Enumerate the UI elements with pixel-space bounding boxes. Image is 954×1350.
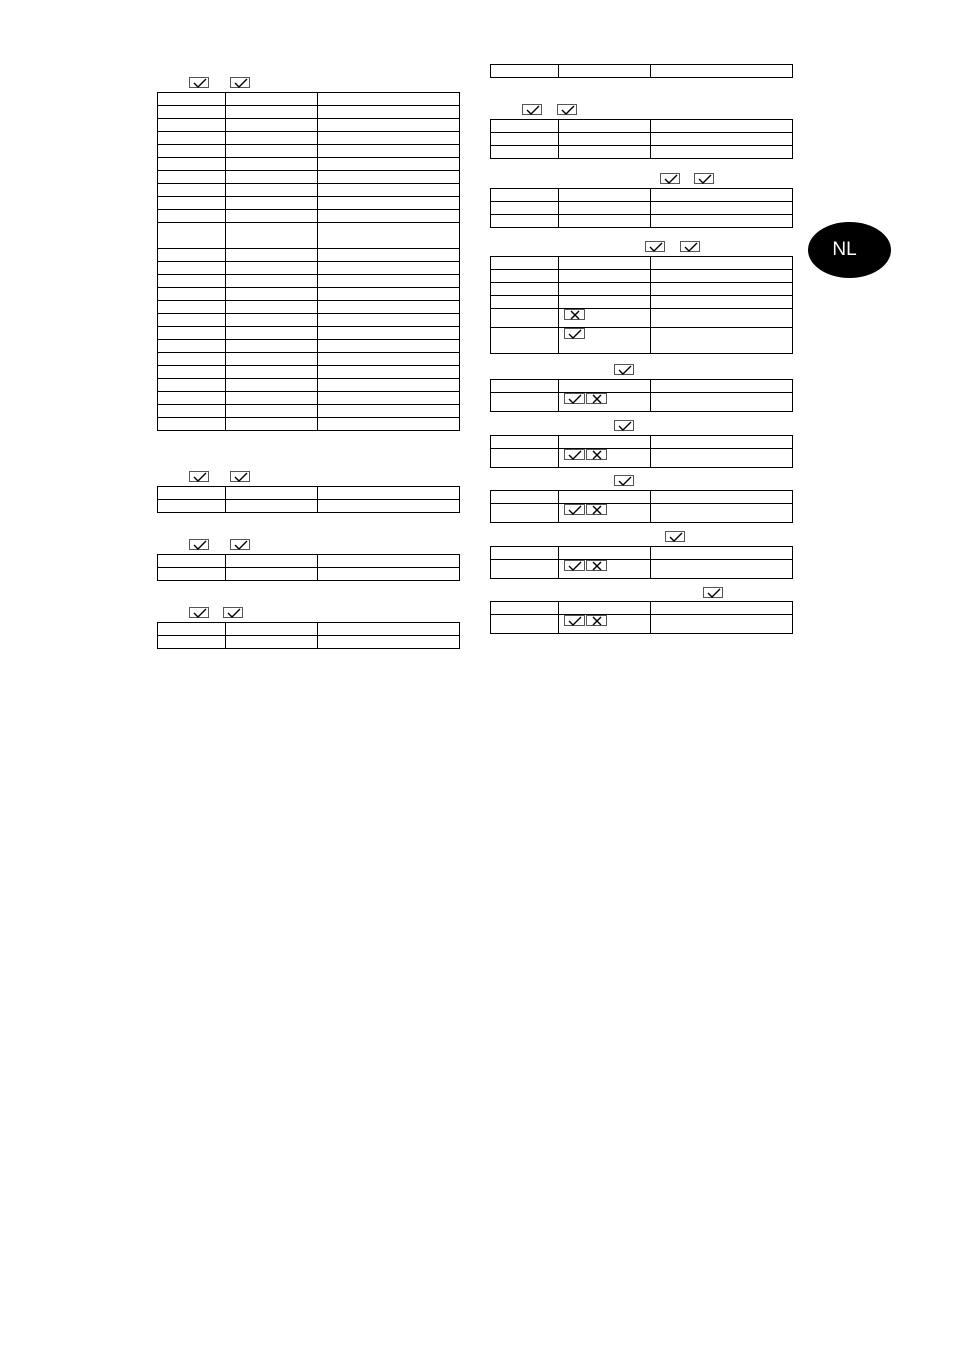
settings-table: [157, 622, 460, 649]
checkmark-icon: [564, 393, 585, 404]
table-row: [491, 215, 793, 228]
checkmark-icon: [230, 471, 250, 482]
table-row: [158, 327, 460, 340]
table-row: [491, 65, 793, 78]
table-row: [491, 491, 793, 504]
settings-table: [490, 119, 793, 159]
table-row: [158, 223, 460, 249]
checkmark-icon: [564, 504, 585, 515]
table-row: [158, 262, 460, 275]
table-row: [158, 340, 460, 353]
table-row: [491, 504, 793, 523]
table-row: [158, 623, 460, 636]
table-row: [158, 210, 460, 223]
settings-table: [490, 64, 793, 78]
table-row: [491, 189, 793, 202]
table-row: [158, 405, 460, 418]
table-row: [158, 288, 460, 301]
table-row: [158, 171, 460, 184]
settings-table: [157, 554, 460, 581]
checkmark-icon: [564, 328, 585, 339]
table-row: [491, 393, 793, 412]
table-row: [158, 500, 460, 513]
settings-table: [490, 601, 793, 634]
language-badge: [808, 222, 891, 278]
table-row: [158, 184, 460, 197]
table-row: [491, 133, 793, 146]
checkmark-icon: [189, 607, 209, 618]
table-row: [491, 283, 793, 296]
table-row: [158, 392, 460, 405]
table-row: [158, 119, 460, 132]
table-row: [491, 449, 793, 468]
cross-icon: [586, 615, 607, 626]
table-row: [491, 328, 793, 354]
table-row: [158, 158, 460, 171]
table-row: [158, 314, 460, 327]
table-row: [158, 93, 460, 106]
settings-table: [490, 379, 793, 412]
cross-icon: [586, 504, 607, 515]
checkmark-icon: [660, 173, 680, 184]
table-row: [158, 418, 460, 431]
table-row: [158, 487, 460, 500]
cross-icon: [586, 449, 607, 460]
table-row: [491, 436, 793, 449]
table-row: [158, 145, 460, 158]
language-badge-label: NL: [832, 239, 857, 260]
table-row: [491, 547, 793, 560]
cross-icon: [586, 393, 607, 404]
table-row: [491, 146, 793, 159]
table-row: [158, 353, 460, 366]
table-row: [158, 555, 460, 568]
checkmark-icon: [189, 471, 209, 482]
checkmark-icon: [189, 539, 209, 550]
settings-table-main: [157, 92, 460, 431]
table-row: [158, 301, 460, 314]
checkmark-icon: [522, 104, 542, 115]
table-row: [158, 197, 460, 210]
checkmark-icon: [703, 587, 723, 598]
checkmark-icon: [680, 241, 700, 252]
table-row: [491, 202, 793, 215]
settings-table: [490, 188, 793, 228]
checkmark-icon: [557, 104, 577, 115]
table-row: [158, 132, 460, 145]
checkmark-icon: [564, 615, 585, 626]
table-row: [491, 309, 793, 328]
checkmark-icon: [614, 364, 634, 375]
table-row: [158, 636, 460, 649]
table-row: [491, 120, 793, 133]
settings-table: [490, 256, 793, 354]
table-row: [491, 380, 793, 393]
table-row: [158, 568, 460, 581]
checkmark-icon: [694, 173, 714, 184]
table-row: [491, 270, 793, 283]
table-row: [158, 249, 460, 262]
table-row: [491, 602, 793, 615]
checkmark-icon: [189, 77, 209, 88]
table-row: [491, 615, 793, 634]
settings-table: [490, 435, 793, 468]
table-row: [491, 257, 793, 270]
table-row: [491, 560, 793, 579]
checkmark-icon: [230, 539, 250, 550]
table-row: [158, 275, 460, 288]
cross-icon: [564, 309, 585, 320]
checkmark-icon: [564, 449, 585, 460]
settings-table: [490, 546, 793, 579]
table-row: [158, 106, 460, 119]
checkmark-icon: [645, 241, 665, 252]
table-row: [158, 379, 460, 392]
checkmark-icon: [614, 475, 634, 486]
checkmark-icon: [665, 531, 685, 542]
checkmark-icon: [230, 77, 250, 88]
cross-icon: [586, 560, 607, 571]
checkmark-icon: [564, 560, 585, 571]
settings-table: [157, 486, 460, 513]
checkmark-icon: [223, 607, 243, 618]
table-row: [158, 366, 460, 379]
checkmark-icon: [614, 420, 634, 431]
settings-table: [490, 490, 793, 523]
table-row: [491, 296, 793, 309]
